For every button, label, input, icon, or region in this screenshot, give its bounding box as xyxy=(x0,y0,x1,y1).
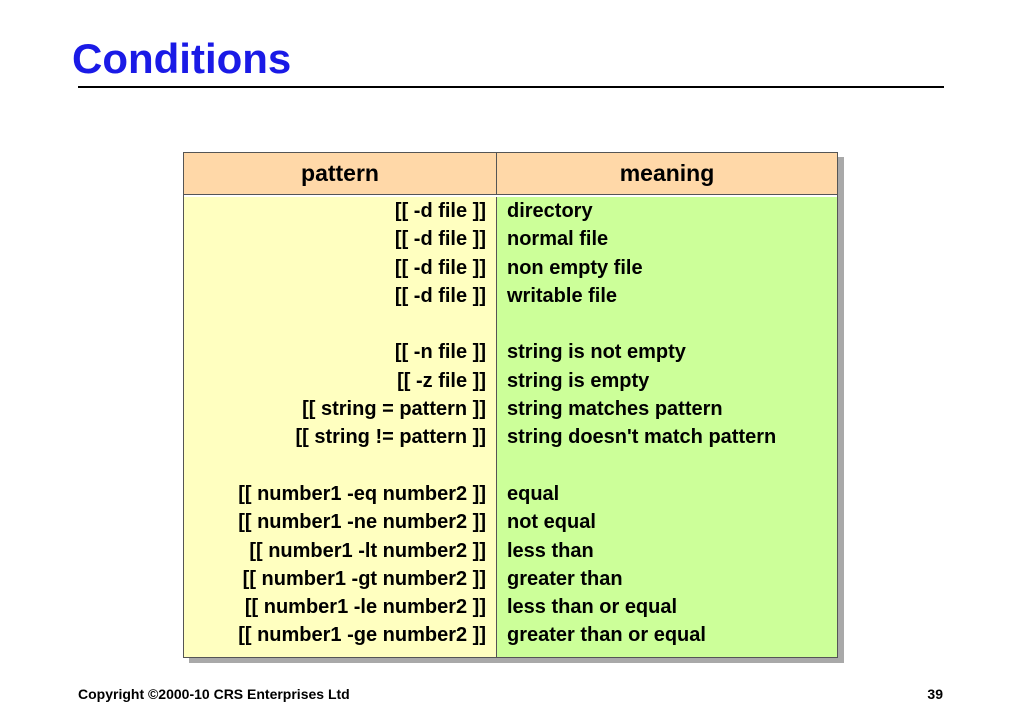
pattern-cell: [[ -z file ]] xyxy=(397,369,486,392)
meaning-column xyxy=(497,197,837,657)
title-underline xyxy=(78,86,944,88)
meaning-cell: string doesn't match pattern xyxy=(507,426,777,449)
meaning-cell: not equal xyxy=(507,511,596,534)
meaning-cell: greater than or equal xyxy=(507,624,706,647)
meaning-cell xyxy=(497,452,837,480)
meaning-cell: equal xyxy=(507,482,560,505)
pattern-cell: [[ number1 -ge number2 ]] xyxy=(238,624,486,647)
conditions-table xyxy=(183,152,838,658)
meaning-cell: string matches pattern xyxy=(507,398,723,421)
pattern-cell: [[ number1 -eq number2 ]] xyxy=(238,482,486,505)
page-number: 39 xyxy=(927,686,943,702)
slide-title: Conditions xyxy=(72,35,292,82)
meaning-cell xyxy=(497,310,837,338)
pattern-cell: [[ -d file ]] xyxy=(394,256,486,279)
pattern-cell: [[ number1 -lt number2 ]] xyxy=(249,539,486,562)
meaning-cell: writable file xyxy=(507,284,618,307)
meaning-cell: normal file xyxy=(507,228,609,251)
pattern-cell: [[ number1 -ne number2 ]] xyxy=(238,511,486,534)
pattern-cell xyxy=(184,452,496,480)
meaning-cell: string is empty xyxy=(507,369,650,392)
copyright-notice: Copyright ©2000-10 CRS Enterprises Ltd xyxy=(78,686,350,702)
meaning-cell: less than or equal xyxy=(507,596,678,619)
pattern-column xyxy=(184,197,497,657)
meaning-cell: string is not empty xyxy=(507,341,686,364)
pattern-cell: [[ string != pattern ]] xyxy=(295,426,486,449)
pattern-cell: [[ number1 -le number2 ]] xyxy=(244,596,486,619)
header-meaning: meaning xyxy=(497,153,837,195)
pattern-cell: [[ -d file ]] xyxy=(394,284,486,307)
pattern-cell: [[ string = pattern ]] xyxy=(302,398,486,421)
meaning-cell: non empty file xyxy=(507,256,643,279)
header-pattern: pattern xyxy=(184,153,497,195)
meaning-cell: directory xyxy=(507,200,593,222)
meaning-cell: less than xyxy=(507,539,594,562)
pattern-cell: [[ -d file ]] xyxy=(394,200,486,222)
pattern-cell: [[ number1 -gt number2 ]] xyxy=(242,567,486,590)
pattern-cell: [[ -n file ]] xyxy=(394,341,486,364)
pattern-cell xyxy=(184,310,496,338)
meaning-cell: greater than xyxy=(507,567,623,590)
pattern-cell: [[ -d file ]] xyxy=(394,228,486,251)
